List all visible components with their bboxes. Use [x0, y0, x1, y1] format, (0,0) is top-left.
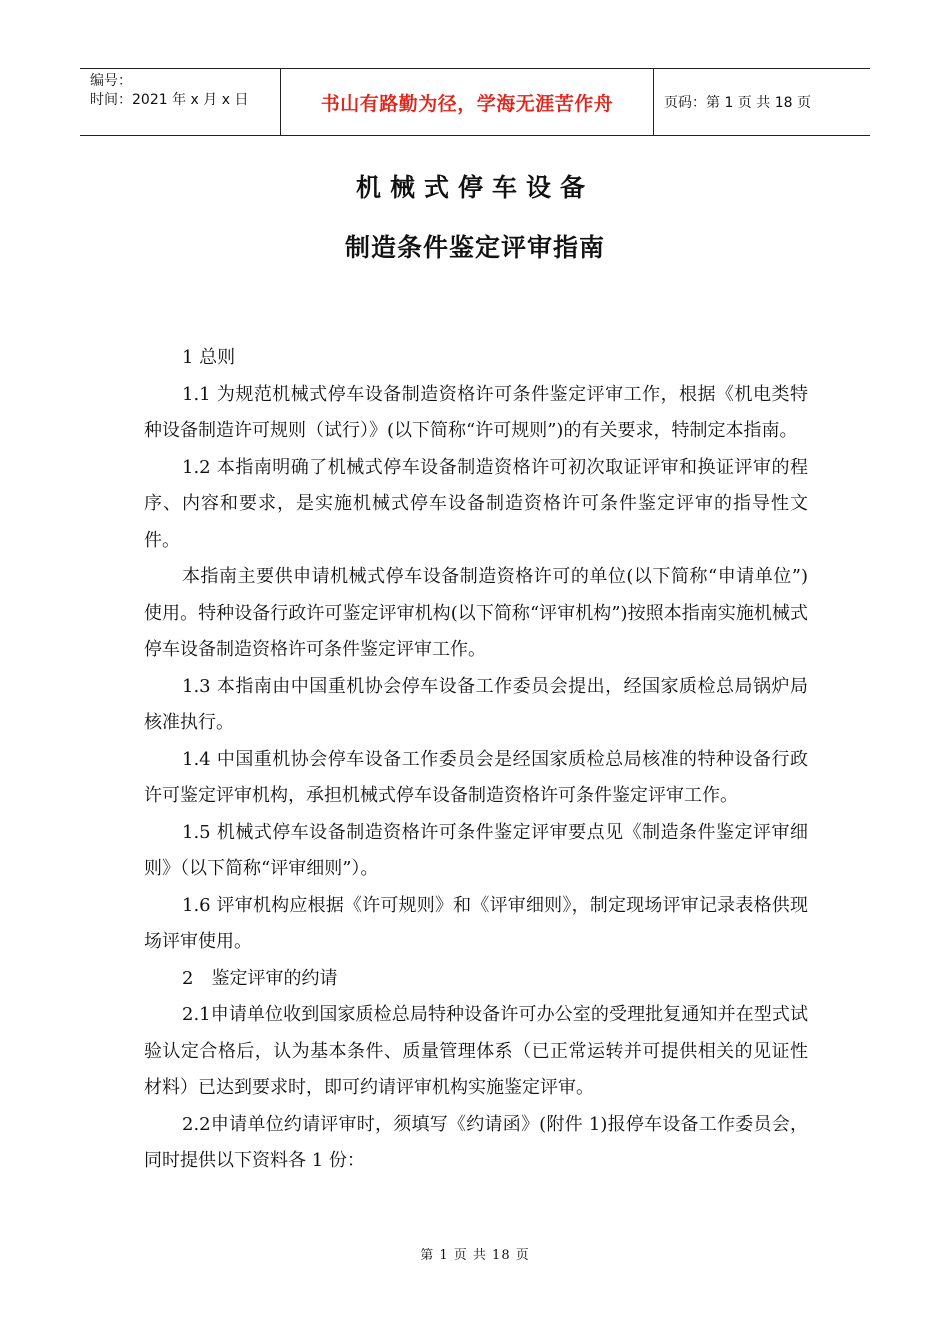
page-header [80, 68, 870, 136]
paragraph: 1.3 本指南由中国重机协会停车设备工作委员会提出，经国家质检总局锅炉局核准执行。 [144, 675, 808, 733]
document-body [144, 340, 808, 1180]
page-footer: 第 1 页 共 18 页 [420, 1248, 530, 1263]
document-title-line1: 机械式停车设备 [355, 173, 594, 202]
header-page-info: 页码：第 1 页 共 18 页 [664, 95, 811, 111]
paragraph: 2.1申请单位收到国家质检总局特种设备许可办公室的受理批复通知并在型式试验认定合格后，认为基本条件、质量管理体系（已正常运转并可提供相关的见证性材料）已达到要求时，即可约请评审机构实施鉴定评审。 [144, 1004, 808, 1098]
paragraph: 本指南主要供申请机械式停车设备制造资格许可的单位(以下简称“申请单位”)使用。特种设备行政许可鉴定评审机构(以下简称“评审机构”)按照本指南实施机械式停车设备制造资格许可条件鉴定评审工作。 [144, 566, 808, 660]
paragraph: 1.5 机械式停车设备制造资格许可条件鉴定评审要点见《制造条件鉴定评审细则》（以下简称“评审细则”）。 [144, 821, 808, 879]
section-heading: 2 鉴定评审的约请 [182, 967, 338, 989]
document-number-label: 编号： [90, 73, 132, 89]
paragraph: 2.2申请单位约请评审时，须填写《约请函》(附件 1)报停车设备工作委员会，同时提供以下资料各 1 份： [144, 1113, 808, 1171]
paragraph: 1.4 中国重机协会停车设备工作委员会是经国家质检总局核准的特种设备行政许可鉴定评审机构，承担机械式停车设备制造资格许可条件鉴定评审工作。 [144, 748, 808, 806]
paragraph: 1.2 本指南明确了机械式停车设备制造资格许可初次取证评审和换证评审的程序、内容和要求，是实施机械式停车设备制造资格许可条件鉴定评审的指导性文件。 [144, 456, 808, 551]
document-title-line2: 制造条件鉴定评审指南 [344, 233, 605, 262]
header-motto: 书山有路勤为径，学海无涯苦作舟 [280, 69, 654, 135]
section-heading: 1 总则 [182, 347, 236, 368]
paragraph: 1.1 为规范机械式停车设备制造资格许可条件鉴定评审工作，根据《机电类特种设备制造许可规则（试行）》(以下简称“许可规则”)的有关要求，特制定本指南。 [144, 383, 808, 441]
header-meta [80, 69, 280, 135]
document-date: 时间：2021 年 x 月 x 日 [90, 92, 249, 108]
paragraph: 1.6 评审机构应根据《许可规则》和《评审细则》，制定现场评审记录表格供现场评审使用。 [144, 894, 808, 952]
